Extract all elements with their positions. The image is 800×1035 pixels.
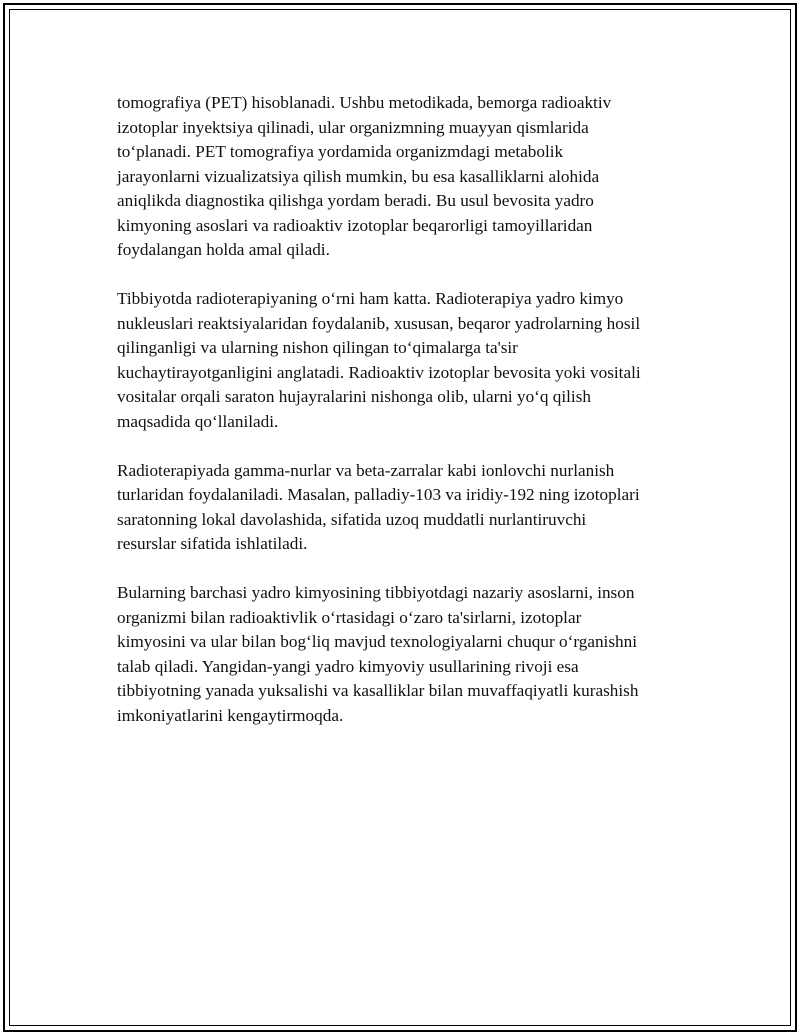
paragraph-radiotherapy-role: Tibbiyotda radioterapiyaning o‘rni ham katta. Radioterapiya yadro kimyo nukleuslari reaktsiyalaridan foydalanib, xususan, beqaror yadrolarning hosil qilinganligi va ularning nishon qilingan to‘qimalarga ta'sir kuchaytirayotganligini anglatadi. Radioaktiv izotoplar bevosita yoki vositali vositalar orqali saraton hujayralarini nishonga olib, ularni yo‘q qilish maqsadida qo‘llaniladi. (117, 289, 641, 431)
document-body (117, 91, 697, 753)
paragraph-conclusion: Bularning barchasi yadro kimyosining tibbiyotdagi nazariy asoslarni, inson organizmi bilan radioaktivlik o‘rtasidagi o‘zaro ta'sirlarni, izotoplar kimyosini va ular bilan bog‘liq mavjud texnologiyalarni chuqur o‘rganishni talab qiladi. Yangidan-yangi yadro kimyoviy usullarining rivoji esa tibbiyotning yanada yuksalishi va kasalliklar bilan muvaffaqiyatli kurashish imkoniyatlarini kengaytirmoqda. (117, 583, 639, 725)
paragraph-radiation-types: Radioterapiyada gamma-nurlar va beta-zarralar kabi ionlovchi nurlanish turlaridan foydalaniladi. Masalan, palladiy-103 va iridiy-192 ning izotoplari saratonning lokal davolashida, sifatida uzoq muddatli nurlantiruvchi resurslar sifatida ishlatiladi. (117, 460, 640, 553)
paragraph-pet-tomography: tomografiya (PET) hisoblanadi. Ushbu metodikada, bemorga radioaktiv izotoplar inyektsiya qilinadi, ular organizmning muayyan qismlarida to‘planadi. PET tomografiya yordamida organizmdagi metabolik jarayonlarni vizualizatsiya qilish mumkin, bu esa kasalliklarni alohida aniqlikda diagnostika qilishga yordam beradi. Bu usul bevosita yadro kimyoning asoslari va radioaktiv izotoplar beqarorligi tamoyillaridan foydalangan holda amal qiladi. (117, 93, 612, 259)
